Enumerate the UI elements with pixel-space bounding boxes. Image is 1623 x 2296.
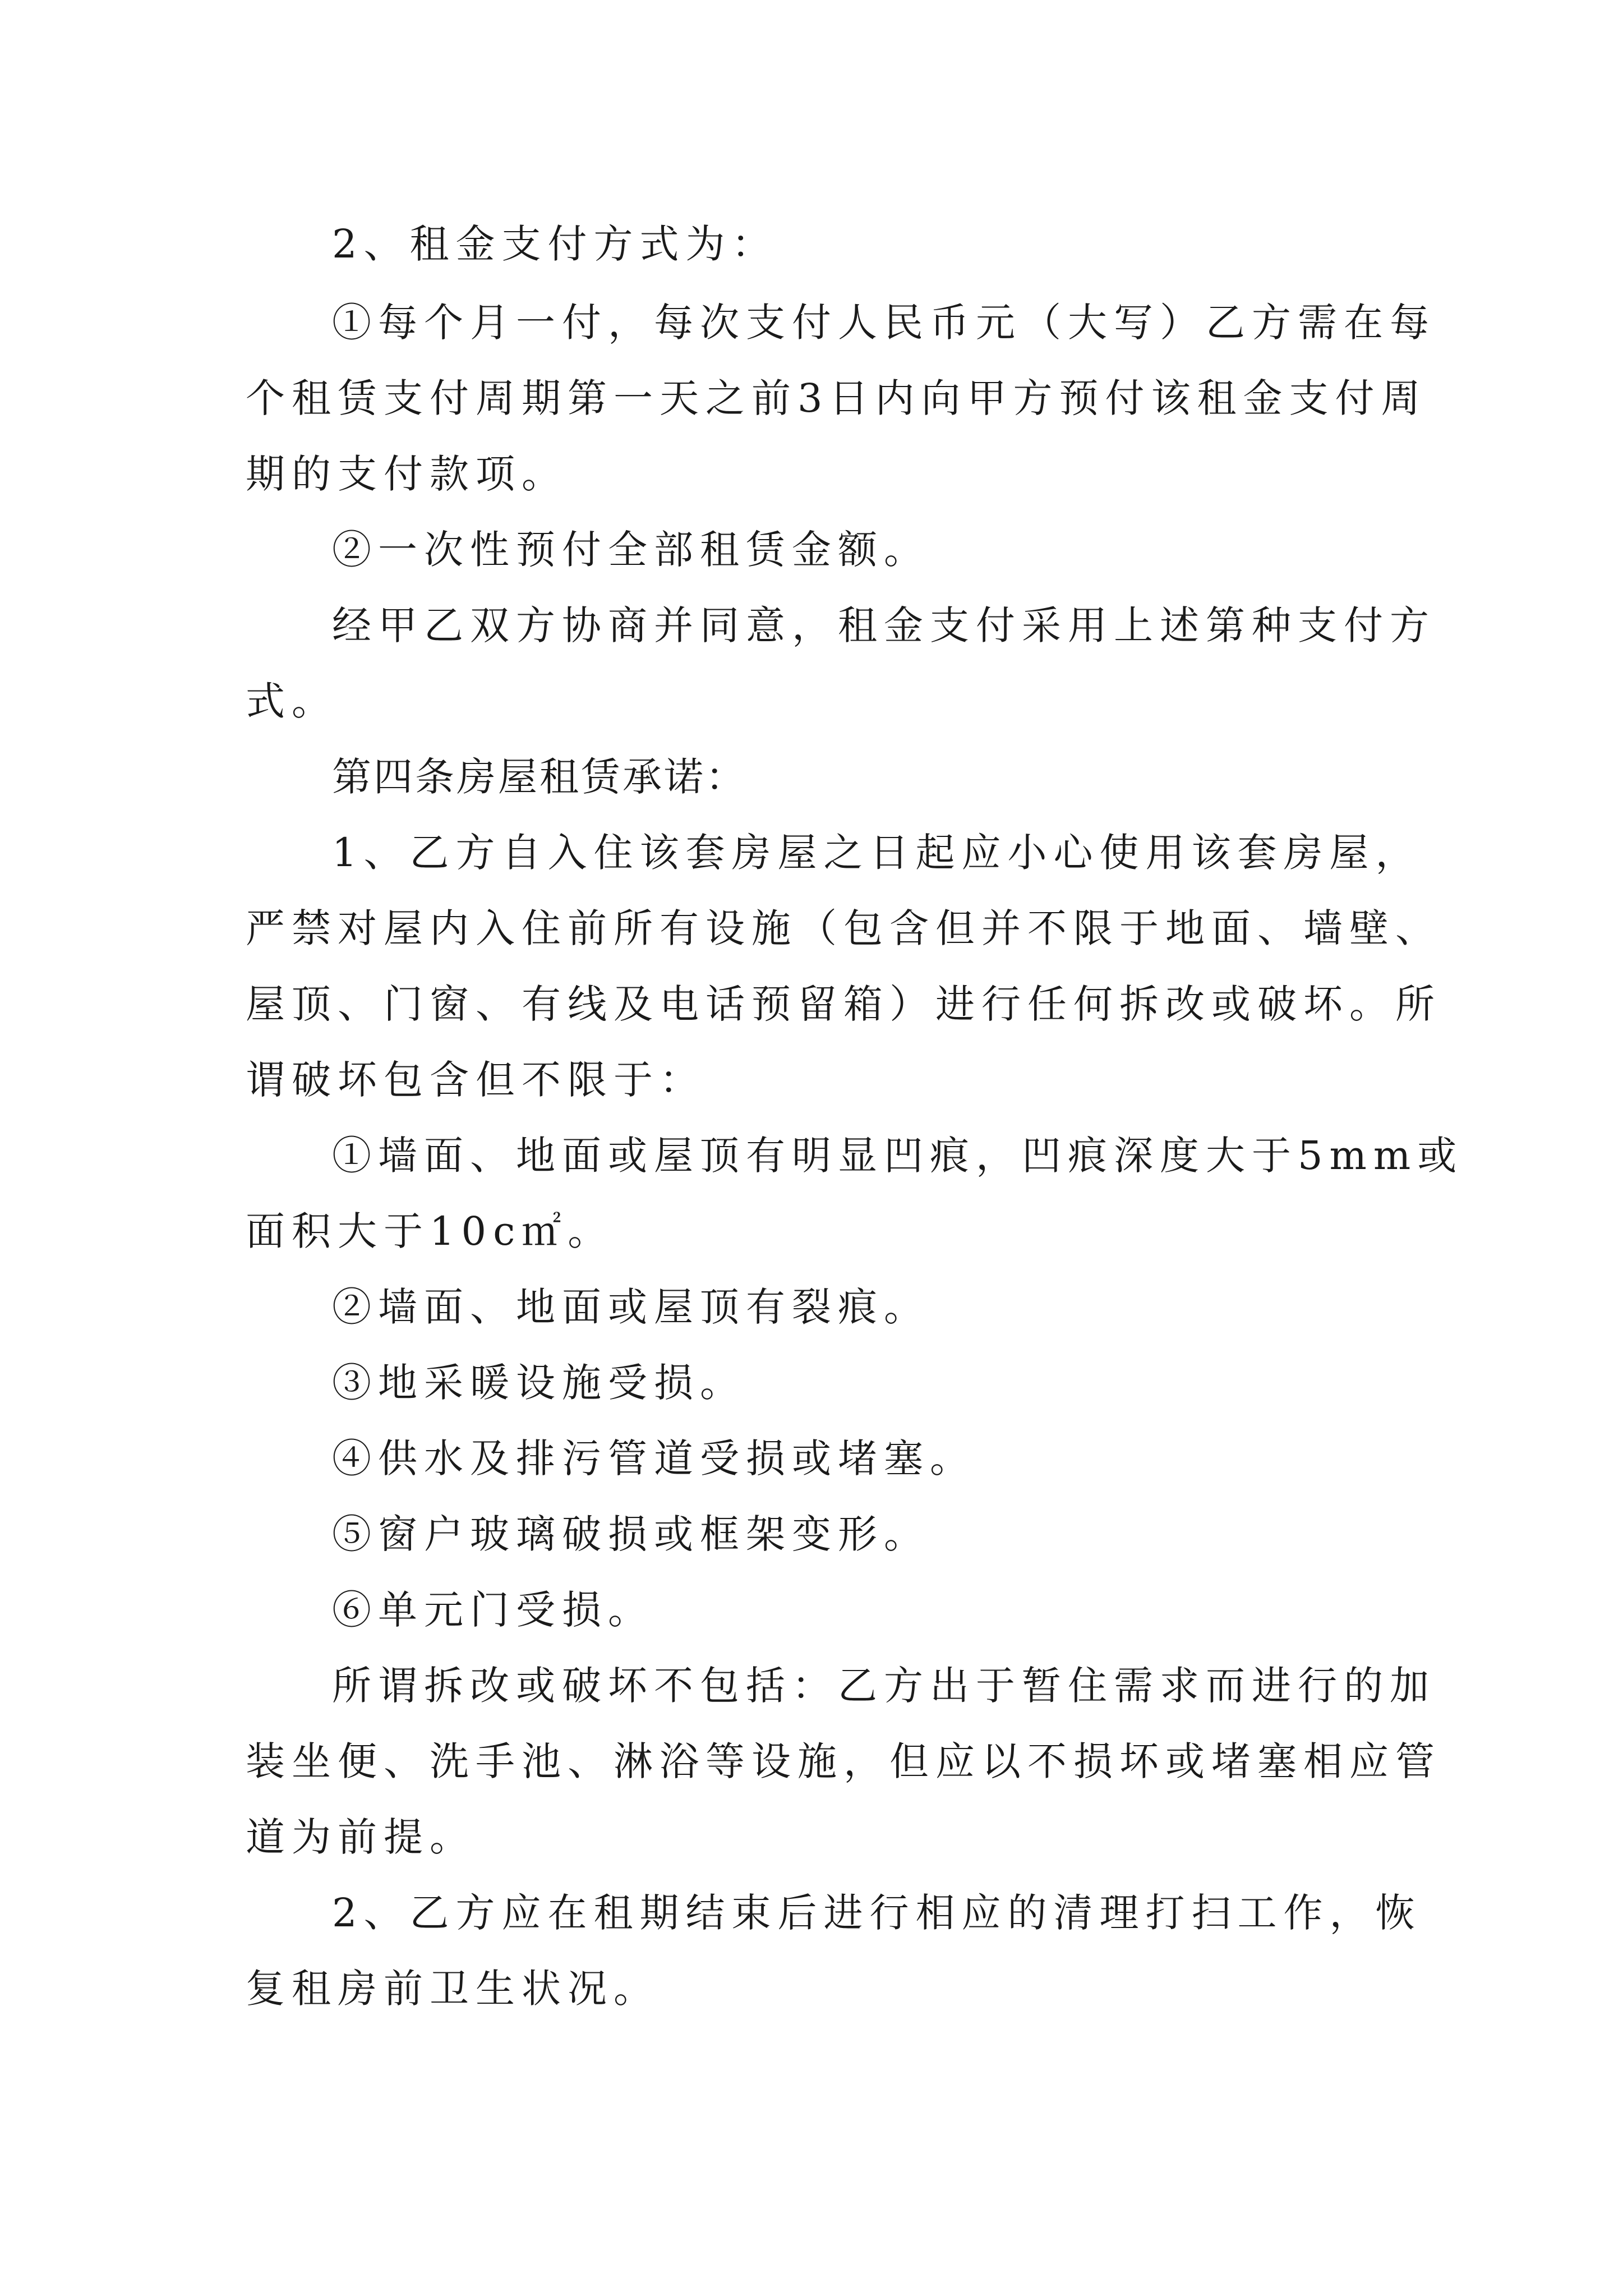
text-line: ①每个月一付，每次支付人民币元（大写）乙方需在每 (332, 300, 1436, 346)
text-line: 严禁对屋内入住前所有设施（包含但并不限于地面、墙壁、 (246, 905, 1441, 951)
text-line: 所谓拆改或破坏不包括：乙方出于暂住需求而进行的加 (332, 1663, 1436, 1709)
text-line: ②一次性预付全部租赁金额。 (332, 527, 930, 573)
text-line: 2、乙方应在租期结束后进行相应的清理打扫工作，恢 (332, 1890, 1422, 1936)
text-line: 1、乙方自入住该套房屋之日起应小心使用该套房屋， (332, 830, 1422, 876)
text-line: 屋顶、门窗、有线及电话预留箱）进行任何拆改或破坏。所 (246, 981, 1441, 1027)
section-heading: 第四条房屋租赁承诺： (332, 754, 747, 800)
text-line: 谓破坏包含但不限于： (246, 1057, 706, 1103)
text-line: 个租赁支付周期第一天之前3日内向甲方预付该租金支付周 (246, 375, 1427, 421)
text-line: ⑥单元门受损。 (332, 1587, 654, 1633)
text-line: ⑤窗户玻璃破损或框架变形。 (332, 1511, 930, 1557)
text-line: ③地采暖设施受损。 (332, 1360, 746, 1406)
text-line: ②墙面、地面或屋顶有裂痕。 (332, 1284, 930, 1330)
text-line: 经甲乙双方协商并同意，租金支付采用上述第种支付方 (332, 602, 1436, 648)
text-line: 式。 (246, 678, 338, 724)
text-line: 复租房前卫生状况。 (246, 1966, 660, 2012)
text-line: 道为前提。 (246, 1814, 476, 1860)
text-line: 期的支付款项。 (246, 451, 568, 497)
text-line: 装坐便、洗手池、淋浴等设施，但应以不损坏或堵塞相应管 (246, 1738, 1441, 1784)
text-line: ④供水及排污管道受损或堵塞。 (332, 1435, 976, 1481)
text-line: 面积大于10c㎡。 (246, 1208, 614, 1254)
text-line: 2、租金支付方式为： (332, 221, 778, 267)
text-line: ①墙面、地面或屋顶有明显凹痕，凹痕深度大于5mm或 (332, 1133, 1464, 1179)
